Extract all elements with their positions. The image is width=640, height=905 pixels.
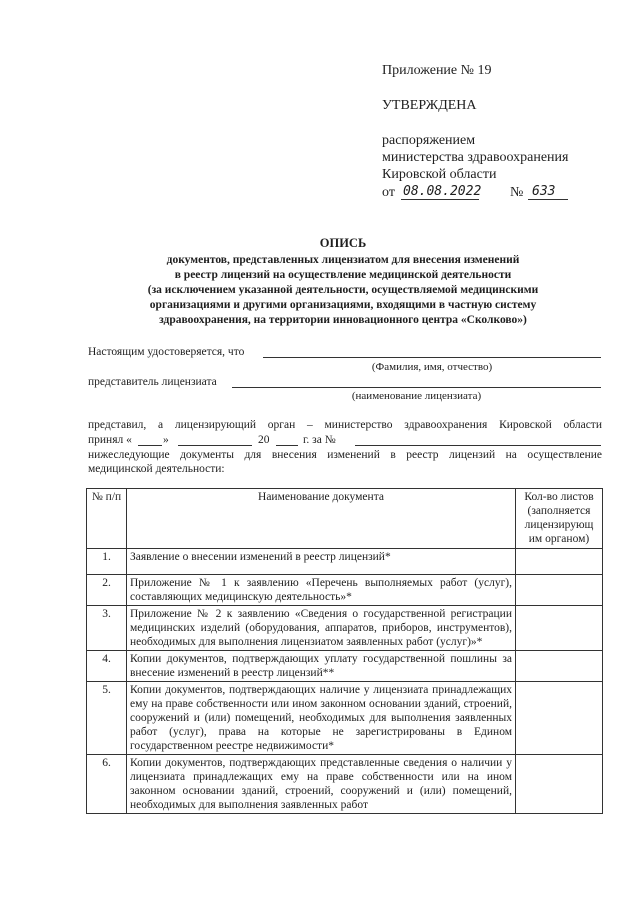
row-doc-name: Заявление о внесении изменений в реестр лицензий* [127,549,516,575]
order-date-prefix: от [382,185,395,200]
documents-table [86,488,603,814]
para-line-1: представил, а лицензирующий орган – министерство здравоохранения Кировской области [88,419,602,431]
row-sheets-cell[interactable] [516,682,603,755]
row-num: 4. [87,651,127,682]
reg-number-field-line[interactable] [355,445,601,446]
table-row [87,682,603,755]
licensee-field-line[interactable] [232,387,601,388]
row-num: 1. [87,549,127,575]
date-underline [401,199,479,200]
table-header-row [87,489,603,549]
row-num: 2. [87,575,127,606]
approved-label: УТВЕРЖДЕНА [382,98,477,113]
row-sheets-cell[interactable] [516,651,603,682]
row-doc-name: Копии документов, подтверждающих представленные сведения о наличии у лицензиата принадлежащих ему на праве собственности или на ином законном основании зданий, строений, сооружений и (или) помещений, необходимых для выполнения заявленных работ [127,755,516,814]
licensee-hint: (наименование лицензиата) [351,390,482,402]
row-num: 5. [87,682,127,755]
table-row [87,606,603,651]
title-line-5: здравоохранения, на территории инновационного центра «Сколково») [159,314,527,326]
row-num: 6. [87,755,127,814]
appendix-label: Приложение № 19 [382,63,492,78]
title-line-2: в реестр лицензий на осуществление медицинской деятельности [174,269,512,281]
day-field-line[interactable] [138,445,162,446]
table-row [87,549,603,575]
row-sheets-cell[interactable] [516,575,603,606]
para-line-4: медицинской деятельности: [88,463,225,475]
col-sheets-header: Кол-во листов (заполняется лицензирующ им органом) [516,489,603,549]
row-sheets-cell[interactable] [516,606,603,651]
title-line-4: организациями и другими организациями, входящими в частную систему [149,299,537,311]
col-name-header: Наименование документа [127,489,516,549]
row-sheets-cell[interactable] [516,755,603,814]
table-row [87,575,603,606]
certify-label: Настоящим удостоверяется, что [88,346,245,358]
order-number-prefix: № [510,185,524,200]
order-line-1: распоряжением [382,133,476,148]
title-line-3: (за исключением указанной деятельности, осуществляемой медицинскими [147,284,539,296]
number-underline [528,199,568,200]
accepted-year: 20 [258,434,270,446]
row-sheets-cell[interactable] [516,549,603,575]
row-doc-name: Приложение № 1 к заявлению «Перечень выполняемых работ (услуг), составляющих медицинскую деятельность»* [127,575,516,606]
year-field-line[interactable] [276,445,298,446]
row-doc-name: Приложение № 2 к заявлению «Сведения о государственной регистрации медицинских изделий (оборудования, аппаратов, приборов, инструментов), необходимых для выполнения лицензиатом заявленных работ (услуг)»* [127,606,516,651]
para-line-3: нижеследующие документы для внесения изменений в реестр лицензий на осуществление [88,449,602,461]
order-line-3: Кировской области [382,167,497,182]
order-date-value: 08.08.2022 [403,184,482,199]
order-line-2: министерства здравоохранения [382,150,569,165]
accepted-quote-close: » [163,434,169,446]
table-row [87,651,603,682]
order-number-value: 633 [532,184,556,199]
row-doc-name: Копии документов, подтверждающих наличие у лицензиата принадлежащих ему на праве собственности или ином законном основании зданий, строений, сооружений и (или) помещений, необходимых для выполнения заявленных работ (услуг), права на которые не зарегистрированы в Едином государственном реестре недвижимости* [127,682,516,755]
row-doc-name: Копии документов, подтверждающих уплату государственной пошлины за внесение изменений в реестр лицензий** [127,651,516,682]
accepted-prefix: принял « [88,434,132,446]
title-line-1: документов, представленных лицензиатом для внесения изменений [166,254,520,266]
accepted-number-label: г. за № [303,434,336,446]
table-row [87,755,603,814]
month-field-line[interactable] [178,445,252,446]
fio-hint: (Фамилия, имя, отчество) [371,361,493,373]
rep-label: представитель лицензиата [88,376,217,388]
row-num: 3. [87,606,127,651]
document-title: ОПИСЬ [319,236,367,250]
col-num-header: № п/п [87,489,127,549]
fio-field-line[interactable] [263,357,601,358]
